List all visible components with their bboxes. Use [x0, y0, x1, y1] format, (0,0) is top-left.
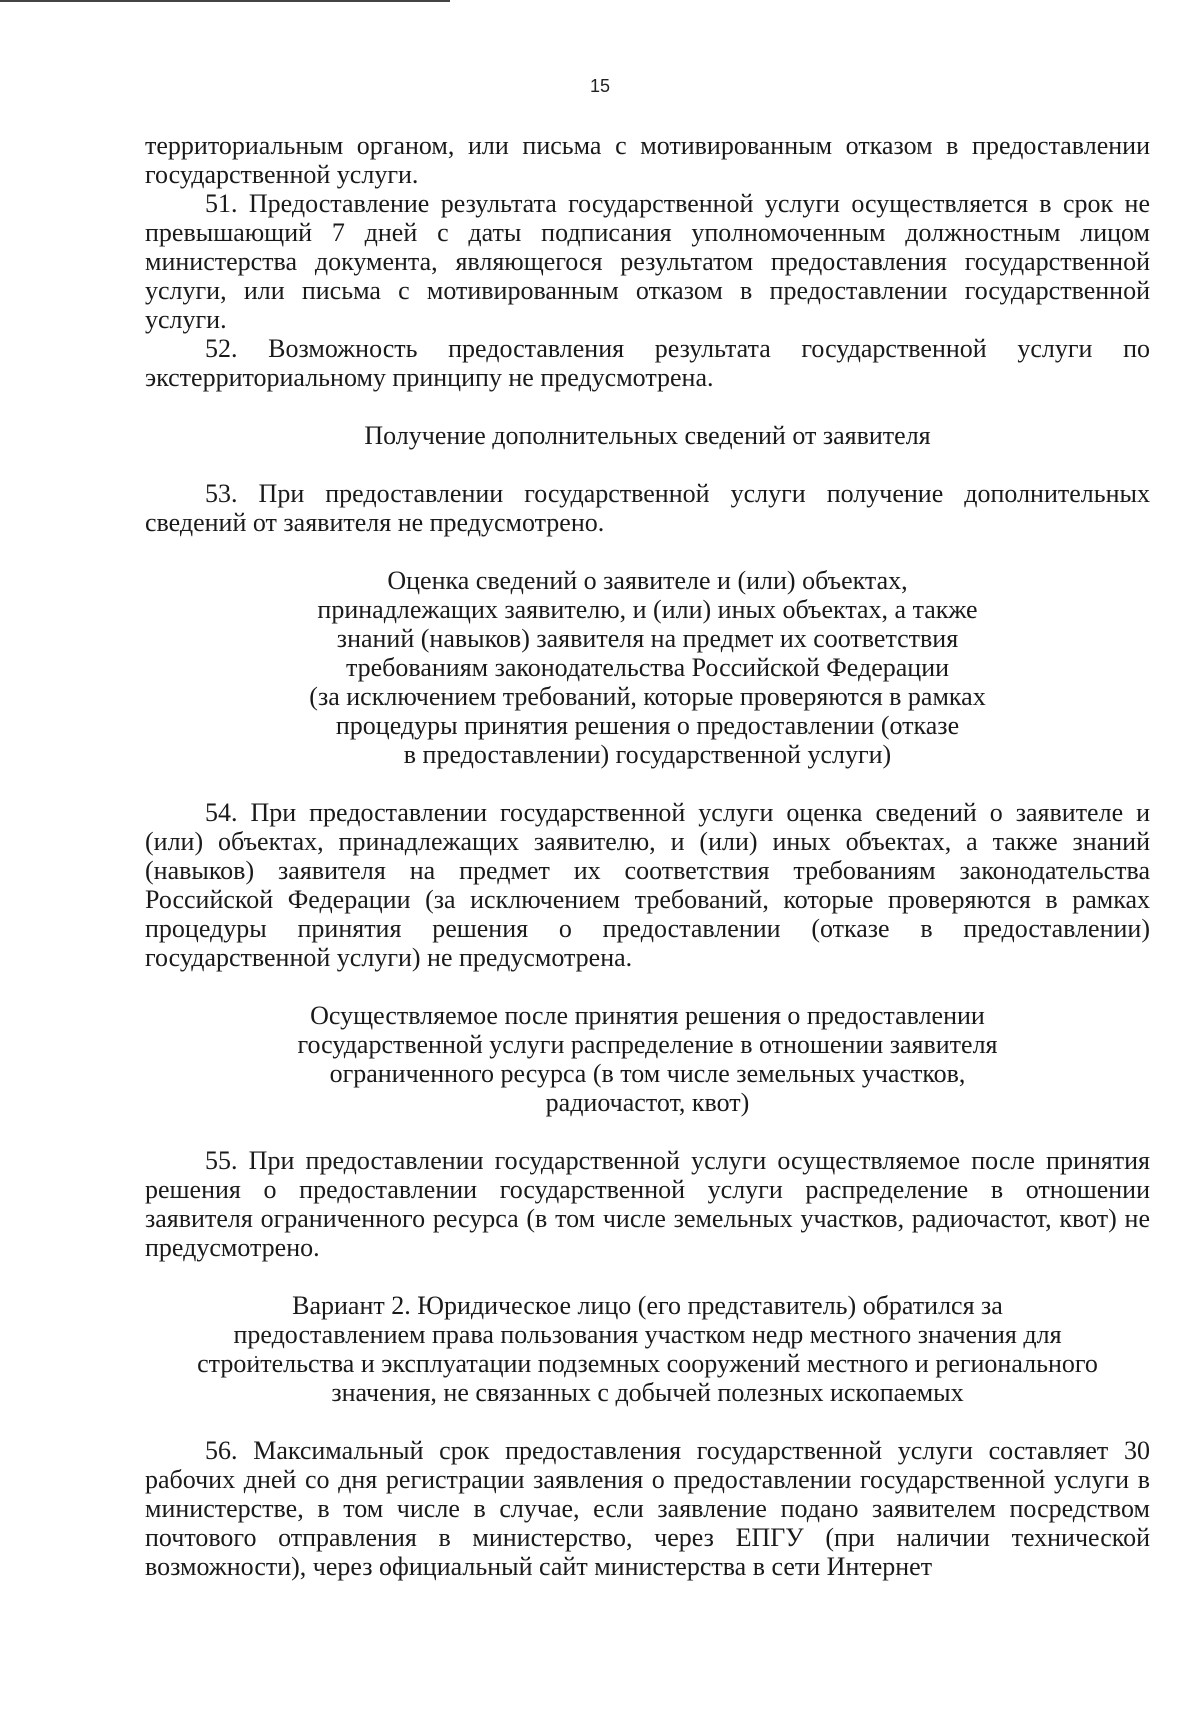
heading-line: Вариант 2. Юридическое лицо (его представитель) обратился за	[292, 1291, 1003, 1320]
heading-line: требованиям законодательства Российской Федерации	[345, 653, 950, 682]
heading-line: Осуществляемое после принятия решения о предоставлении	[310, 1001, 985, 1030]
paragraph-54: 54. При предоставлении государственной услуги оценка сведений о заявителе и (или) объектах, принадлежащих заявителю, и (или) иных объектах, а также знаний (навыков) заявителя на предмет их соответствия требованиям законодательства Российской Федерации (за исключением требований, которые проверяются в рамках процедуры принятия решения о предоставлении (отказе в предоставлении) государственной услуги) не предусмотрена.	[145, 798, 1150, 972]
paragraph-52: 52. Возможность предоставления результата государственной услуги по экстерриториальному принципу не предусмотрена.	[145, 334, 1150, 392]
section-heading-variant-2	[145, 1291, 1150, 1407]
page-number: 15	[589, 76, 611, 96]
section-heading-applicant-assessment	[145, 566, 1150, 769]
section-heading-resource-allocation	[145, 1001, 1150, 1117]
heading-line: процедуры принятия решения о предоставлении (отказе	[335, 711, 960, 740]
heading-line: строительства и эксплуатации подземных сооружений местного и регионального	[197, 1349, 1098, 1378]
scan-edge-line	[0, 0, 450, 2]
paragraph-56: 56. Максимальный срок предоставления государственной услуги составляет 30 рабочих дней со дня регистрации заявления о предоставлении государственной услуги в министерстве, в том числе в случае, если заявление подано заявителем посредством почтового отправления в министерство, через ЕПГУ (при наличии технической возможности), через официальный сайт министерства в сети Интернет	[145, 1436, 1150, 1581]
paragraph-53: 53. При предоставлении государственной услуги получение дополнительных сведений от заявителя не предусмотрено.	[145, 479, 1150, 537]
heading-line: государственной услуги распределение в отношении заявителя	[297, 1030, 998, 1059]
heading-line: знаний (навыков) заявителя на предмет их соответствия	[336, 624, 959, 653]
heading-line: в предоставлении) государственной услуги)	[403, 740, 892, 769]
heading-line: Получение дополнительных сведений от заявителя	[364, 421, 931, 450]
document-body	[145, 131, 1150, 1581]
heading-line: радиочастот, квот)	[545, 1088, 750, 1117]
heading-line: (за исключением требований, которые проверяются в рамках	[309, 682, 986, 711]
heading-line: значения, не связанных с добычей полезных ископаемых	[331, 1378, 964, 1407]
paragraph: территориальным органом, или письма с мотивированным отказом в предоставлении государственной услуги.	[145, 131, 1150, 189]
heading-line: принадлежащих заявителю, и (или) иных объектах, а также	[317, 595, 978, 624]
heading-line: предоставлением права пользования участком недр местного значения для	[233, 1320, 1062, 1349]
paragraph-55: 55. При предоставлении государственной услуги осуществляемое после принятия решения о предоставлении государственной услуги распределение в отношении заявителя ограниченного ресурса (в том числе земельных участков, радиочастот, квот) не предусмотрено.	[145, 1146, 1150, 1262]
heading-line: ограниченного ресурса (в том числе земельных участков,	[329, 1059, 966, 1088]
section-heading-additional-info	[145, 421, 1150, 450]
paragraph-51: 51. Предоставление результата государственной услуги осуществляется в срок не превышающий 7 дней с даты подписания уполномоченным должностным лицом министерства документа, являющегося результатом предоставления государственной услуги, или письма с мотивированным отказом в предоставлении государственной услуги.	[145, 189, 1150, 334]
heading-line: Оценка сведений о заявителе и (или) объектах,	[387, 566, 908, 595]
